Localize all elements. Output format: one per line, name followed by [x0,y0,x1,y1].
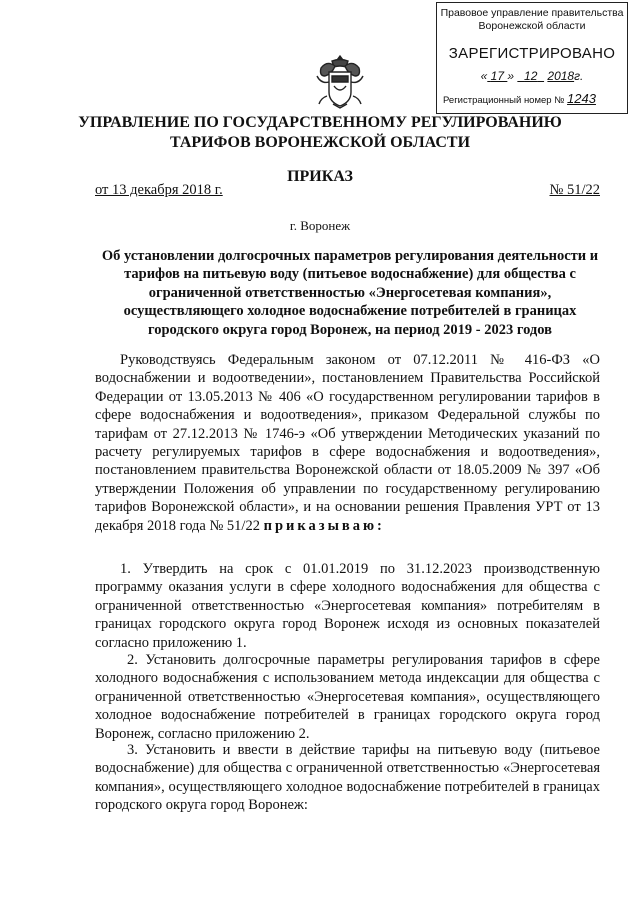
order-word: приказываю: [263,517,385,534]
coat-of-arms-icon [313,52,367,110]
city: г. Воронеж [289,218,351,233]
document-type: ПРИКАЗ [287,168,353,185]
item-2: 2. Установить долгосрочные параметры регулирования тарифов в сфере холодного водоснабжения с использованием метода индексации для общества с ограниченной ответственностью «Энергосетевая компания», осуществляющего холодное водоснабжение потребителей в границах городского округа город Воронеж, согласно приложению 2. [95,652,600,742]
document-date: от 13 декабря 2018 г. [95,182,223,198]
stamp-org [437,7,627,33]
stamp-date-suffix: г. [574,69,584,83]
item-3: 3. Установить и ввести в действие тарифы на питьевую воду (питьевое водоснабжение) для общества с ограниченной ответственностью «Энергосетевая компания», осуществляющего холодное водоснабжение потребителей в границах городского округа город Воронеж: [95,742,600,814]
stamp-date-day: 17 [490,69,504,83]
preamble-text: Руководствуясь Федеральным законом от 07.12.2011 № 416-ФЗ «О водоснабжении и водоотведении», постановлением Правительства Российской Федерации от 13.05.2013 № 406 «О государственном регулировании тарифов в сфере водоснабжения и водоотведения», приказом Федеральной службы по тарифам от 27.12.2013 № 1746-э «Об утверждении Методических указаний по расчету регулируемых тарифов в сфере водоснабжения и водоотведения», постановлением правительства Воронежской области от 18.05.2009 № 397 «Об утверждении Положения об управлении по государственному регулированию тарифов Воронежской области», и на основании решения Правления УРТ от 13 декабря 2018 года № 51/22 [95,352,600,534]
stamp-reg-number [437,92,627,107]
stamp-org-line2: Воронежской области [478,20,586,32]
stamp-org-line1: Правовое управление правительства [440,7,624,19]
stamp-date: « 17 » 12 2018г. [480,69,584,83]
item-1: 1. Утвердить на срок с 01.01.2019 по 31.12.2023 производственную программу оказания услуги в сфере холодного водоснабжения для общества с ограниченной ответственностью «Энергосетевая компания» потребителям в границах городского округа город Воронеж исходя из основных показателей согласно приложению 1. [95,561,600,651]
stamp-registered: ЗАРЕГИСТРИРОВАНО [448,45,616,62]
stamp-reg-label: Регистрационный номер № [443,95,565,106]
stamp-reg-value: 1243 [567,91,596,106]
date-number-line [95,182,600,199]
document-number: № 51/22 [549,182,600,198]
authority-name-line2: ТАРИФОВ ВОРОНЕЖСКОЙ ОБЛАСТИ [169,134,471,151]
preamble-paragraph [95,351,600,535]
document-title: Об установлении долгосрочных параметров регулирования деятельности и тарифов на питьевую воду (питьевое водоснабжение) для общества с ограниченной ответственностью «Энергосетевая компания», осуществляющего холодное водоснабжение потребителей в границах городского округа город Воронеж, на период 2019 - 2023 годов [101,248,599,338]
authority-name-line1: УПРАВЛЕНИЕ ПО ГОСУДАРСТВЕННОМУ РЕГУЛИРОВАНИЮ [78,114,562,131]
registration-stamp [436,2,628,114]
stamp-date-year: 2018 [547,69,575,83]
stamp-date-month: 12 [524,69,538,83]
